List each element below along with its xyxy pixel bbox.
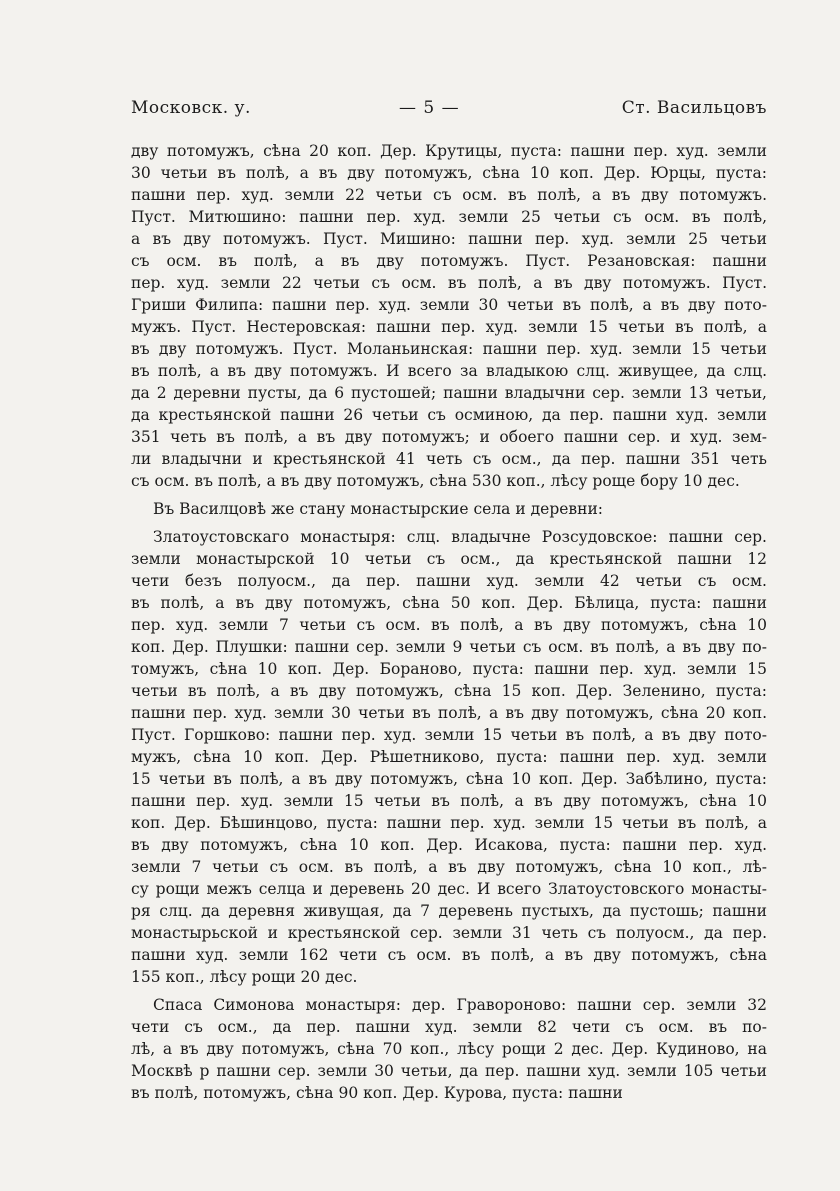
text-line: ря слц. да деревня живущая, да 7 деревень пустыхъ, да пустошь; пашни	[131, 902, 767, 920]
text-line: чети съ осм., да пер. пашни худ. земли 82 чети съ осм. въ по-	[131, 1018, 767, 1036]
text-line: четьи въ полѣ, а въ дву потомужъ, сѣна 15 коп. Дер. Зеленино, пуста:	[131, 682, 767, 700]
text-line: коп. Дер. Бѣшинцово, пуста: пашни пер. худ. земли 15 четьи въ полѣ, а	[131, 814, 767, 832]
header-district: Ст. Васильцовъ	[621, 98, 767, 118]
text-line: лѣ, а въ дву потомужъ, сѣна 70 коп., лѣсу рощи 2 дес. Дер. Кудиново, на	[131, 1040, 767, 1058]
text-line: коп. Дер. Плушки: пашни сер. земли 9 четьи съ осм. въ полѣ, а въ дву по-	[131, 638, 767, 656]
text-line: Златоустовскаго монастыря: слц. владычне Розсудовское: пашни сер.	[153, 528, 767, 546]
body-text	[131, 140, 767, 1104]
text-line: пашни пер. худ. земли 30 четьи въ полѣ, а въ дву потомужъ, сѣна 20 коп.	[131, 704, 767, 722]
text-line: въ дву потомужъ, сѣна 10 коп. Дер. Исакова, пуста: пашни пер. худ.	[131, 836, 767, 854]
text-line: Спаса Симонова монастыря: дер. Гравороново: пашни сер. земли 32	[153, 996, 767, 1014]
text-line: съ осм. въ полѣ, а въ дву потомужъ. Пуст. Резановская: пашни	[131, 252, 767, 270]
text-line: томужъ, сѣна 10 коп. Дер. Бораново, пуста: пашни пер. худ. земли 15	[131, 660, 767, 678]
text-line: монастырьской и крестьянской сер. земли 31 четь съ полуосм., да пер.	[131, 924, 767, 942]
header-county: Московск. у.	[131, 98, 251, 118]
text-line: съ осм. въ полѣ, а въ дву потомужъ, сѣна 530 коп., лѣсу роще бору 10 дес.	[131, 472, 740, 490]
page-header	[131, 98, 767, 128]
text-line: чети безъ полуосм., да пер. пашни худ. земли 42 четьи съ осм.	[131, 572, 767, 590]
text-line: въ полѣ, потомужъ, сѣна 90 коп. Дер. Курова, пуста: пашни	[131, 1084, 623, 1102]
text-line: мужъ. Пуст. Нестеровская: пашни пер. худ. земли 15 четьи въ полѣ, а	[131, 318, 767, 336]
text-line: мужъ, сѣна 10 коп. Дер. Рѣшетниково, пуста: пашни пер. худ. земли	[131, 748, 767, 766]
text-line: а въ дву потомужъ. Пуст. Мишино: пашни пер. худ. земли 25 четьи	[131, 230, 767, 248]
text-line: су рощи межъ селца и деревень 20 дес. И всего Златоустовского монасты-	[131, 880, 767, 898]
text-line: пер. худ. земли 7 четьи съ осм. въ полѣ, а въ дву потомужъ, сѣна 10	[131, 616, 767, 634]
text-line: да 2 деревни пусты, да 6 пустошей; пашни владычни сер. земли 13 четьи,	[131, 384, 767, 402]
text-line: пашни пер. худ. земли 22 четьи съ осм. въ полѣ, а въ дву потомужъ.	[131, 186, 767, 204]
text-line: въ полѣ, а въ дву потомужъ. И всего за владыкою слц. живущее, да слц.	[131, 362, 767, 380]
text-line: земли монастырской 10 четьи съ осм., да крестьянской пашни 12	[131, 550, 767, 568]
text-line: Москвѣ р пашни сер. земли 30 четьи, да пер. пашни худ. земли 105 четьи	[131, 1062, 767, 1080]
text-line: 155 коп., лѣсу рощи 20 дес.	[131, 968, 358, 986]
text-line: пашни худ. земли 162 чети съ осм. въ полѣ, а въ дву потомужъ, сѣна	[131, 946, 767, 964]
text-line: въ полѣ, а въ дву потомужъ, сѣна 50 коп. Дер. Бѣлица, пуста: пашни	[131, 594, 767, 612]
text-line: пер. худ. земли 22 четьи съ осм. въ полѣ, а въ дву потомужъ. Пуст.	[131, 274, 767, 292]
text-line: 15 четьи въ полѣ, а въ дву потомужъ, сѣна 10 коп. Дер. Забѣлино, пуста:	[131, 770, 767, 788]
text-line: Гриши Филипа: пашни пер. худ. земли 30 четьи въ полѣ, а въ дву пото-	[131, 296, 767, 314]
text-line: Пуст. Митюшино: пашни пер. худ. земли 25 четьи съ осм. въ полѣ,	[131, 208, 767, 226]
page-number: — 5 —	[399, 98, 460, 118]
text-line: пашни пер. худ. земли 15 четьи въ полѣ, а въ дву потомужъ, сѣна 10	[131, 792, 767, 810]
text-line: да крестьянской пашни 26 четьи съ осминою, да пер. пашни худ. земли	[131, 406, 767, 424]
text-line: Пуст. Горшково: пашни пер. худ. земли 15 четьи въ полѣ, а въ дву пото-	[131, 726, 767, 744]
text-line: 30 четьи въ полѣ, а въ дву потомужъ, сѣна 10 коп. Дер. Юрцы, пуста:	[131, 164, 767, 182]
text-line: дву потомужъ, сѣна 20 коп. Дер. Крутицы, пуста: пашни пер. худ. земли	[131, 142, 767, 160]
text-line: въ дву потомужъ. Пуст. Моланьинская: пашни пер. худ. земли 15 четьи	[131, 340, 767, 358]
text-line: Въ Василцовѣ же стану монастырские села и деревни:	[153, 500, 604, 518]
text-line: ли владычни и крестьянской 41 четь съ осм., да пер. пашни 351 четь	[131, 450, 767, 468]
text-line: 351 четь въ полѣ, а въ дву потомужъ; и обоего пашни сер. и худ. зем-	[131, 428, 767, 446]
text-line: земли 7 четьи съ осм. въ полѣ, а въ дву потомужъ, сѣна 10 коп., лѣ-	[131, 858, 767, 876]
